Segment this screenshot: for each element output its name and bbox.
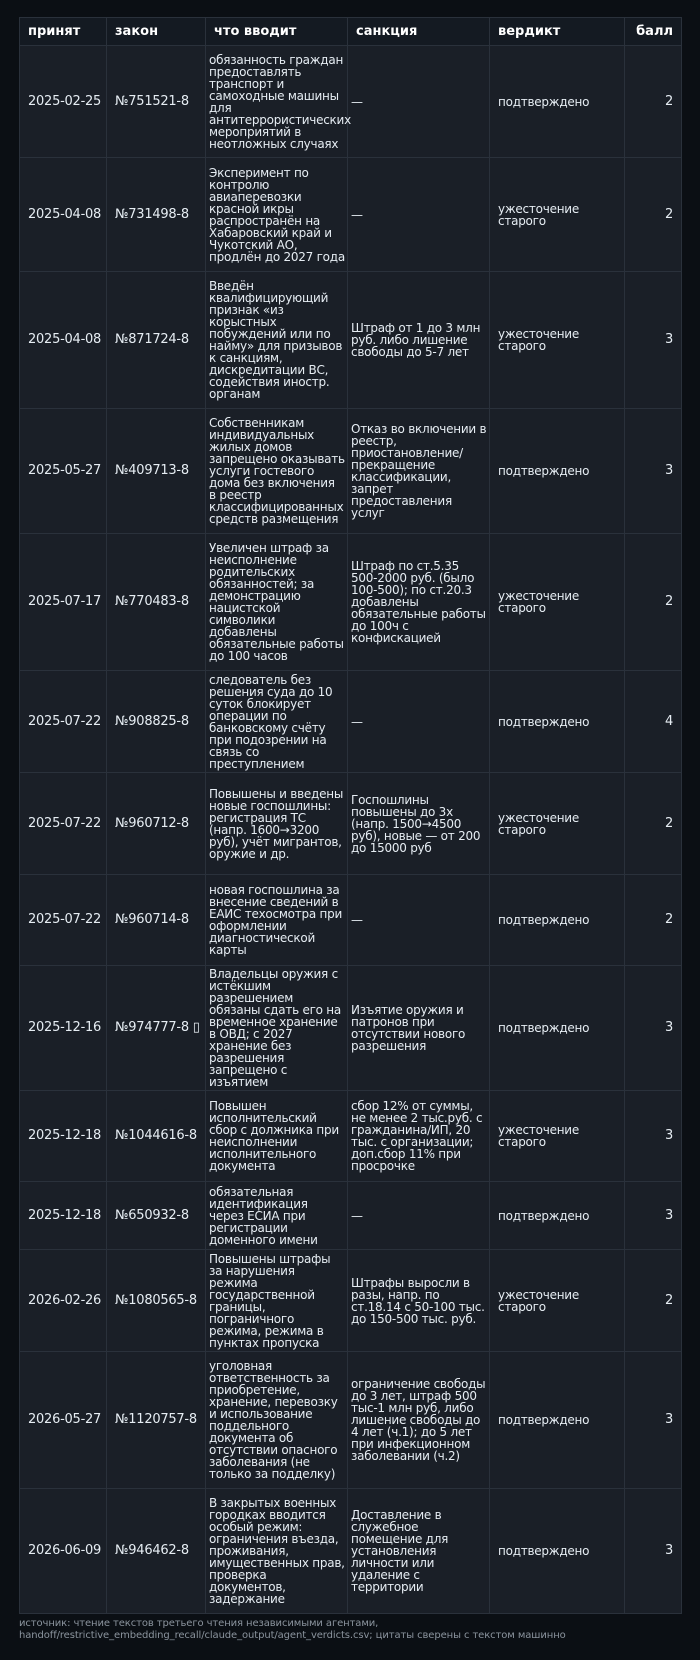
cell-law: №751521-8 — [107, 46, 206, 158]
cell-sanction: Штраф по ст.5.35 500-2000 руб. (было 100-500); по ст.20.3 добавлены обязательные работы до 100ч с конфискацией — [348, 534, 490, 671]
column-header-law[interactable]: закон — [107, 18, 206, 46]
table-row — [20, 875, 682, 966]
cell-law: №1044616-8 — [107, 1091, 206, 1182]
cell-what: обязанность граждан предоставлять транспорт и самоходные машины для антитеррористических мероприятий в неотложных случаях — [206, 46, 348, 158]
cell-sanction: Изъятие оружия и патронов при отсутствии нового разрешения — [348, 966, 490, 1091]
cell-score: 2 — [625, 773, 682, 875]
table-row — [20, 1182, 682, 1250]
cell-sanction: Отказ во включении в реестр, приостановление/прекращение классификации, запрет предоставления услуг — [348, 409, 490, 534]
table-row — [20, 773, 682, 875]
cell-sanction: — — [348, 875, 490, 966]
cell-what: уголовная ответственность за приобретение, хранение, перевозку и использование поддельного документа об отсутствии опасного заболевания (не только за подделку) — [206, 1352, 348, 1489]
cell-score: 3 — [625, 1182, 682, 1250]
cell-what: следователь без решения суда до 10 суток блокирует операции по банковскому счёту при подозрении на связь со преступлением — [206, 671, 348, 773]
cell-date: 2026-02-26 — [20, 1250, 107, 1352]
table-row — [20, 272, 682, 409]
cell-score: 3 — [625, 1091, 682, 1182]
cell-date: 2025-07-22 — [20, 671, 107, 773]
cell-what: Повышены и введены новые госпошлины: регистрация ТС (напр. 1600→3200 руб), учёт мигрантов, оружие и др. — [206, 773, 348, 875]
cell-score: 2 — [625, 534, 682, 671]
cell-score: 3 — [625, 272, 682, 409]
cell-verdict: подтверждено — [490, 1352, 625, 1489]
cell-law: №409713-8 — [107, 409, 206, 534]
cell-law: №731498-8 — [107, 158, 206, 272]
laws-table — [19, 17, 682, 1614]
table-row — [20, 46, 682, 158]
cell-verdict: ужесточение старого — [490, 1091, 625, 1182]
cell-law: №1080565-8 — [107, 1250, 206, 1352]
cell-what: Эксперимент по контролю авиаперевозки красной икры распространён на Хабаровский край и Чукотский АО, продлён до 2027 года — [206, 158, 348, 272]
cell-what: Повышен исполнительский сбор с должника при неисполнении исполнительного документа — [206, 1091, 348, 1182]
table-row — [20, 1352, 682, 1489]
cell-score: 3 — [625, 1489, 682, 1614]
cell-what: В закрытых военных городках вводится особый режим: ограничения въезда, проживания, имущественных прав, проверка документов, задержание — [206, 1489, 348, 1614]
table-row — [20, 1250, 682, 1352]
cell-law: №650932-8 — [107, 1182, 206, 1250]
cell-what: Увеличен штраф за неисполнение родительских обязанностей; за демонстрацию нацистской символики добавлены обязательные работы до 100 часов — [206, 534, 348, 671]
table-row — [20, 1489, 682, 1614]
cell-verdict: подтверждено — [490, 875, 625, 966]
cell-sanction: Штраф от 1 до 3 млн руб. либо лишение свободы до 5-7 лет — [348, 272, 490, 409]
cell-date: 2025-02-25 — [20, 46, 107, 158]
cell-what: Владельцы оружия с истёкшим разрешением обязаны сдать его на временное хранение в ОВД; с 2027 хранение без разрешения запрещено с изъятием — [206, 966, 348, 1091]
table-row — [20, 158, 682, 272]
cell-verdict: подтверждено — [490, 1182, 625, 1250]
cell-law: №960712-8 — [107, 773, 206, 875]
table-header-row — [20, 18, 682, 46]
source-footnote — [19, 1618, 681, 1642]
cell-what: обязательная идентификация через ЕСИА при регистрации доменного имени — [206, 1182, 348, 1250]
cell-score: 2 — [625, 158, 682, 272]
cell-verdict: подтверждено — [490, 671, 625, 773]
cell-sanction: — — [348, 158, 490, 272]
cell-sanction: — — [348, 46, 490, 158]
cell-date: 2025-12-16 — [20, 966, 107, 1091]
cell-verdict: ужесточение старого — [490, 534, 625, 671]
cell-score: 2 — [625, 1250, 682, 1352]
cell-sanction: сбор 12% от суммы, не менее 2 тыс.руб. с гражданина/ИП, 20 тыс. с организации; доп.сбор 11% при просрочке — [348, 1091, 490, 1182]
table-row — [20, 534, 682, 671]
table-row — [20, 966, 682, 1091]
cell-score: 3 — [625, 1352, 682, 1489]
cell-sanction: Госпошлины повышены до 3х (напр. 1500→4500 руб), новые — от 200 до 15000 руб — [348, 773, 490, 875]
cell-verdict: ужесточение старого — [490, 272, 625, 409]
cell-sanction: ограничение свободы до 3 лет, штраф 500 тыс-1 млн руб, либо лишение свободы до 4 лет (ч.1); до 5 лет при инфекционном заболевании (ч.2) — [348, 1352, 490, 1489]
cell-verdict: подтверждено — [490, 46, 625, 158]
source-line-2: handoff/restrictive_embedding_recall/claude_output/agent_verdicts.csv; цитаты сверены с текстом машинно — [19, 1630, 566, 1641]
cell-what: Повышены штрафы за нарушения режима государственной границы, пограничного режима, режима в пунктах пропуска — [206, 1250, 348, 1352]
cell-date: 2025-07-22 — [20, 875, 107, 966]
cell-law: №908825-8 — [107, 671, 206, 773]
table-row — [20, 1091, 682, 1182]
cell-date: 2025-04-08 — [20, 272, 107, 409]
cell-what: Введён квалифицирующий признак «из корыстных побуждений или по найму» для призывов к санкциям, дискредитации ВС, содействия иностр. органам — [206, 272, 348, 409]
laws-table-container — [19, 17, 681, 1642]
cell-sanction: — — [348, 1182, 490, 1250]
cell-law: №871724-8 — [107, 272, 206, 409]
source-line-1: источник: чтение текстов третьего чтения независимыми агентами, — [19, 1618, 379, 1629]
cell-score: 3 — [625, 966, 682, 1091]
cell-date: 2025-07-17 — [20, 534, 107, 671]
cell-verdict: ужесточение старого — [490, 1250, 625, 1352]
cell-date: 2026-05-27 — [20, 1352, 107, 1489]
column-header-what[interactable]: что вводит — [206, 18, 348, 46]
cell-law: №946462-8 — [107, 1489, 206, 1614]
cell-verdict: подтверждено — [490, 409, 625, 534]
cell-what: Собственникам индивидуальных жилых домов запрещено оказывать услуги гостевого дома без включения в реестр классифицированных средств размещения — [206, 409, 348, 534]
cell-date: 2025-07-22 — [20, 773, 107, 875]
cell-score: 3 — [625, 409, 682, 534]
cell-law: №770483-8 — [107, 534, 206, 671]
table-row — [20, 671, 682, 773]
cell-date: 2025-04-08 — [20, 158, 107, 272]
cell-verdict: подтверждено — [490, 966, 625, 1091]
cell-score: 2 — [625, 46, 682, 158]
cell-score: 4 — [625, 671, 682, 773]
column-header-score[interactable]: балл — [625, 18, 682, 46]
table-row — [20, 409, 682, 534]
cell-verdict: ужесточение старого — [490, 773, 625, 875]
cell-what: новая госпошлина за внесение сведений в ЕАИС техосмотра при оформлении диагностической карты — [206, 875, 348, 966]
cell-law: №1120757-8 — [107, 1352, 206, 1489]
cell-score: 2 — [625, 875, 682, 966]
cell-sanction: — — [348, 671, 490, 773]
cell-date: 2025-12-18 — [20, 1182, 107, 1250]
cell-law: №974777-8 ▯ — [107, 966, 206, 1091]
cell-law: №960714-8 — [107, 875, 206, 966]
cell-verdict: подтверждено — [490, 1489, 625, 1614]
cell-sanction: Штрафы выросли в разы, напр. по ст.18.14 с 50-100 тыс. до 150-500 тыс. руб. — [348, 1250, 490, 1352]
column-header-verdict[interactable]: вердикт — [490, 18, 625, 46]
cell-date: 2026-06-09 — [20, 1489, 107, 1614]
cell-verdict: ужесточение старого — [490, 158, 625, 272]
column-header-date[interactable]: принят — [20, 18, 107, 46]
column-header-sanction[interactable]: санкция — [348, 18, 490, 46]
cell-sanction: Доставление в служебное помещение для установления личности или удаление с территории — [348, 1489, 490, 1614]
cell-date: 2025-12-18 — [20, 1091, 107, 1182]
cell-date: 2025-05-27 — [20, 409, 107, 534]
